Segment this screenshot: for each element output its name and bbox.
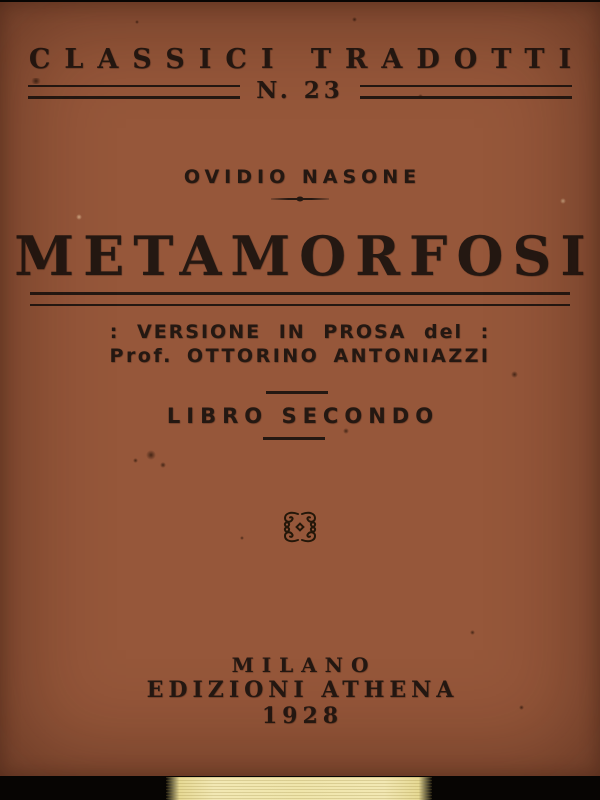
part-title: LIBRO SECONDO (166, 404, 440, 428)
stain-spot (240, 536, 244, 540)
stain-spot (352, 17, 357, 22)
series-title: CLASSICI TRADOTTI (28, 44, 586, 75)
stain-spot (470, 630, 475, 635)
author-name: OVIDIO NASONE (183, 166, 422, 188)
subtitle-line-2: Prof. OTTORINO ANTONIAZZI (109, 345, 491, 367)
series-number-row (28, 76, 572, 104)
title-underline-rule (30, 292, 570, 306)
book-cover (0, 2, 600, 776)
stain-spot (343, 428, 349, 434)
stain-spot (560, 198, 566, 204)
series-rule-left (28, 85, 240, 99)
author-divider-rule (271, 198, 329, 200)
imprint-publisher: EDIZIONI ATHENA (146, 677, 459, 703)
part-rule-top (266, 391, 328, 394)
fleuron-ornament-icon (282, 510, 318, 544)
stain-spot (511, 371, 518, 378)
series-number: N. 23 (256, 76, 344, 104)
imprint-year: 1928 (261, 703, 344, 729)
stain-spot (160, 462, 166, 468)
series-rule-right (360, 85, 572, 99)
stain-spot (146, 450, 156, 460)
imprint-city: MILANO (231, 653, 377, 677)
stain-spot (135, 20, 139, 24)
pages-edge (166, 777, 432, 800)
book-title: METAMORFOSI (14, 224, 595, 288)
subtitle-line-1: : VERSIONE IN PROSA del : (109, 321, 491, 343)
stain-spot (76, 214, 82, 220)
author-divider-dot (297, 197, 304, 202)
part-rule-bottom (263, 437, 325, 440)
stain-spot (133, 458, 138, 463)
